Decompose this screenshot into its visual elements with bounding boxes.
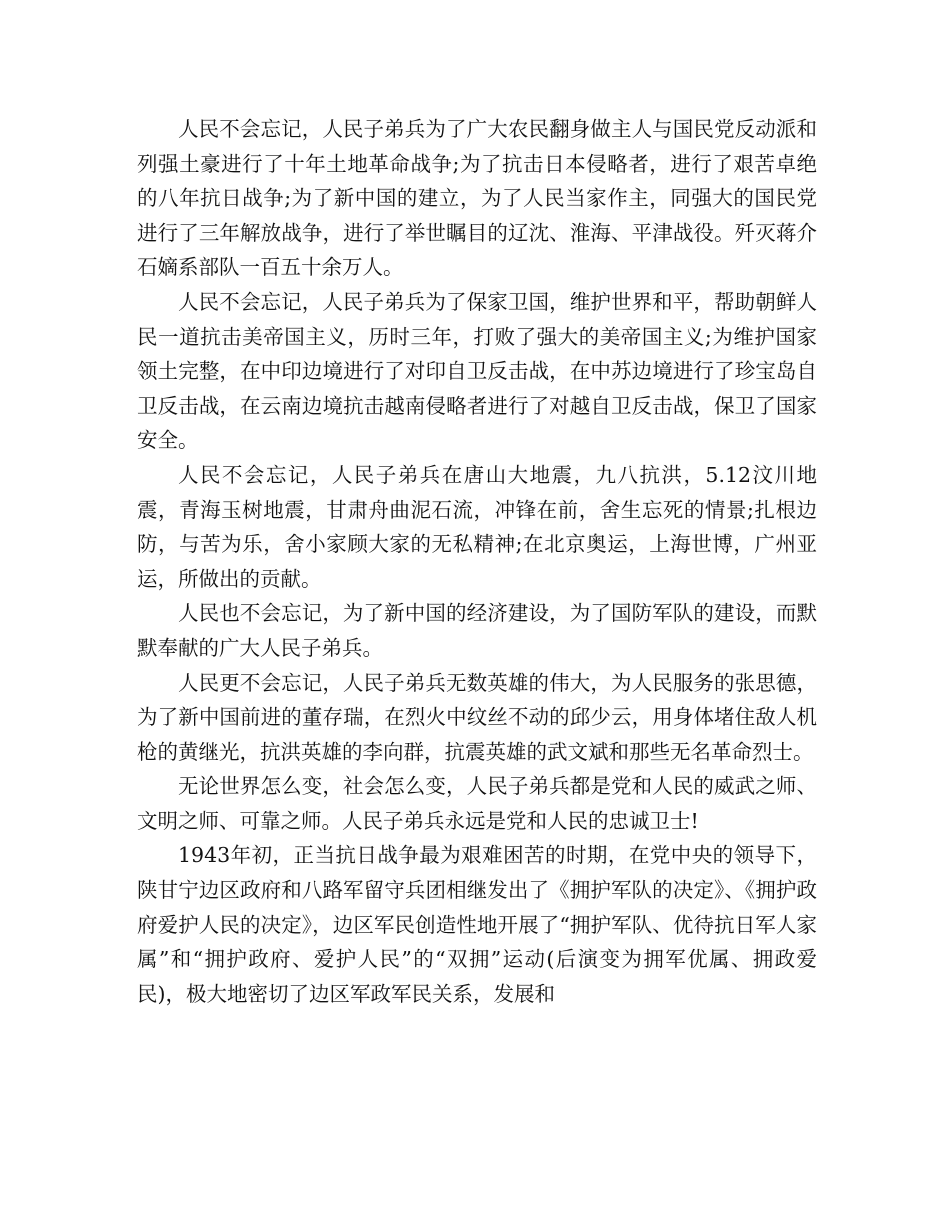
paragraph-6: 无论世界怎么变，社会怎么变，人民子弟兵都是党和人民的威武之师、文明之师、可靠之师。人民子弟兵永远是党和人民的忠诚卫士! xyxy=(137,774,817,833)
document-body xyxy=(137,112,817,1011)
paragraph-2: 人民不会忘记，人民子弟兵为了保家卫国，维护世界和平，帮助朝鲜人民一道抗击美帝国主义，历时三年，打败了强大的美帝国主义;为维护国家领土完整，在中印边境进行了对印自卫反击战，在中苏边境进行了珍宝岛自卫反击战，在云南边境抗击越南侵略者进行了对越自卫反击战，保卫了国家安全。 xyxy=(137,289,817,453)
paragraph-3: 人民不会忘记，人民子弟兵在唐山大地震，九八抗洪，5.12汶川地震，青海玉树地震，甘肃舟曲泥石流，冲锋在前，舍生忘死的情景;扎根边防，与苦为乐，舍小家顾大家的无私精神;在北京奥运，上海世博，广州亚运，所做出的贡献。 xyxy=(137,462,817,591)
paragraph-1: 人民不会忘记，人民子弟兵为了广大农民翻身做主人与国民党反动派和列强土豪进行了十年土地革命战争;为了抗击日本侵略者，进行了艰苦卓绝的八年抗日战争;为了新中国的建立，为了人民当家作主，同强大的国民党进行了三年解放战争，进行了举世瞩目的辽沈、淮海、平津战役。歼灭蒋介石嫡系部队一百五十余万人。 xyxy=(137,117,817,280)
paragraph-5: 人民更不会忘记，人民子弟兵无数英雄的伟大，为人民服务的张思德，为了新中国前进的董存瑞，在烈火中纹丝不动的邱少云，用身体堵住敌人机枪的黄继光，抗洪英雄的李向群，抗震英雄的武文斌和那些无名革命烈士。 xyxy=(137,670,817,764)
paragraph-7: 1943年初，正当抗日战争最为艰难困苦的时期，在党中央的领导下，陕甘宁边区政府和八路军留守兵团相继发出了《拥护军队的决定》、《拥护政府爱护人民的决定》，边区军民创造性地开展了“拥护军队、优待抗日军人家属”和“拥护政府、爱护人民”的“双拥”运动(后演变为拥军优属、拥政爱民)，极大地密切了边区军政军民关系，发展和 xyxy=(137,843,817,1006)
paragraph-4: 人民也不会忘记，为了新中国的经济建设，为了国防军队的建设，而默默奉献的广大人民子弟兵。 xyxy=(137,601,817,660)
